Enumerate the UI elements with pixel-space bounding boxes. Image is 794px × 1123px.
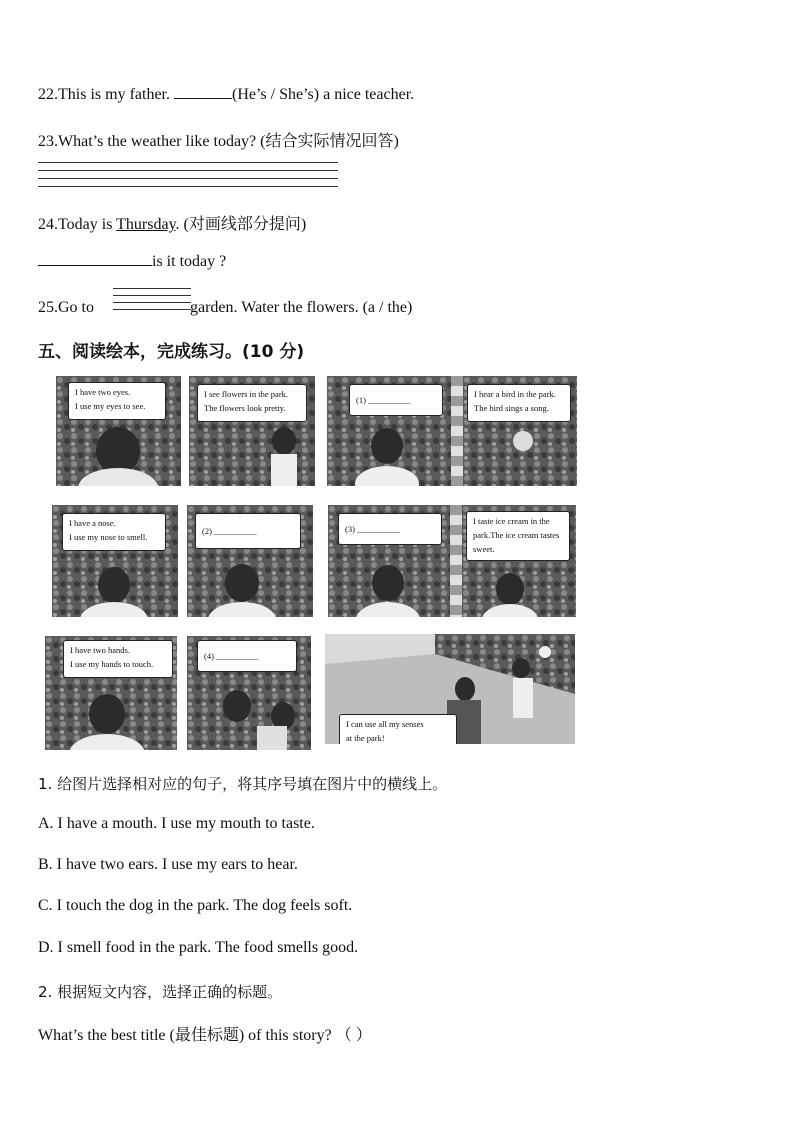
- question-text: Today is: [58, 216, 117, 233]
- question-text: (He’s / She’s) a nice teacher.: [231, 86, 415, 103]
- question-25: [38, 299, 412, 317]
- answer-lines[interactable]: [38, 162, 338, 194]
- task-2-prompt: 2. 根据短文内容，选择正确的标题。: [38, 983, 283, 1001]
- task-2-question[interactable]: What’s the best title (最佳标题) of this story? （ ）: [38, 1027, 372, 1044]
- question-number: 24.: [38, 216, 58, 233]
- comic-panel-3: [327, 376, 453, 486]
- task-1-prompt: 1. 给图片选择相对应的句子，将其序号填在图片中的横线上。: [38, 775, 448, 793]
- speech-bubble: I have two hands. I use my hands to touch.: [63, 640, 173, 678]
- question-number: 25.: [38, 299, 58, 316]
- answer-lines-small[interactable]: [113, 288, 191, 316]
- answer-blank[interactable]: [38, 265, 152, 266]
- question-24: [38, 211, 306, 234]
- underlined-word: Thursday: [116, 216, 176, 233]
- question-text: This is my father.: [58, 86, 170, 103]
- comic-panel-4: [463, 376, 577, 486]
- comic-panel-8: [462, 505, 576, 617]
- comic-panel-7: [328, 505, 450, 617]
- option-a: A. I have a mouth. I use my mouth to taste.: [38, 815, 315, 832]
- speech-bubble: I hear a bird in the park. The bird sings a song.: [467, 384, 571, 422]
- question-text: . (对画线部分提问): [175, 216, 307, 233]
- speech-bubble: I have a nose. I use my nose to smell.: [62, 513, 166, 551]
- option-b: B. I have two ears. I use my ears to hear.: [38, 856, 298, 873]
- answer-bubble-4[interactable]: (4) __________: [197, 640, 297, 672]
- panel-divider: [451, 376, 463, 486]
- question-number: 23.: [38, 133, 58, 150]
- question-22: [38, 86, 414, 104]
- question-text: What’s the weather like today? (结合实际情况回答): [58, 133, 399, 150]
- option-c: C. I touch the dog in the park. The dog feels soft.: [38, 897, 353, 914]
- comic-panel-11: [325, 634, 575, 744]
- speech-bubble: I can use all my senses at the park!: [339, 714, 457, 744]
- answer-bubble-3[interactable]: (3) __________: [338, 513, 442, 545]
- question-23: [38, 128, 399, 151]
- question-text: garden. Water the flowers. (a / the): [190, 299, 413, 316]
- option-d: D. I smell food in the park. The food smells good.: [38, 939, 359, 956]
- speech-bubble: I see flowers in the park. The flowers look pretty.: [197, 384, 307, 422]
- question-number: 22.: [38, 86, 58, 103]
- answer-bubble-1[interactable]: (1) __________: [349, 384, 443, 416]
- comic-panel-6: [187, 505, 313, 617]
- question-text: Go to: [58, 299, 94, 316]
- section-title: 五、阅读绘本，完成练习。(10 分): [38, 342, 305, 362]
- comic-panel-1: [56, 376, 181, 486]
- panel-divider: [450, 505, 462, 617]
- comic-panel-9: [45, 636, 177, 750]
- comic-panel-5: [52, 505, 178, 617]
- speech-bubble: I have two eyes. I use my eyes to see.: [68, 382, 166, 420]
- comic-panel-2: [189, 376, 315, 486]
- question-24-answer: [38, 253, 226, 271]
- speech-bubble: I taste ice cream in the park.The ice cream tastes sweet.: [466, 511, 570, 561]
- answer-suffix: is it today ?: [152, 253, 227, 270]
- answer-blank[interactable]: [174, 98, 232, 99]
- answer-bubble-2[interactable]: (2) __________: [195, 513, 301, 549]
- comic-panel-10: [187, 636, 311, 750]
